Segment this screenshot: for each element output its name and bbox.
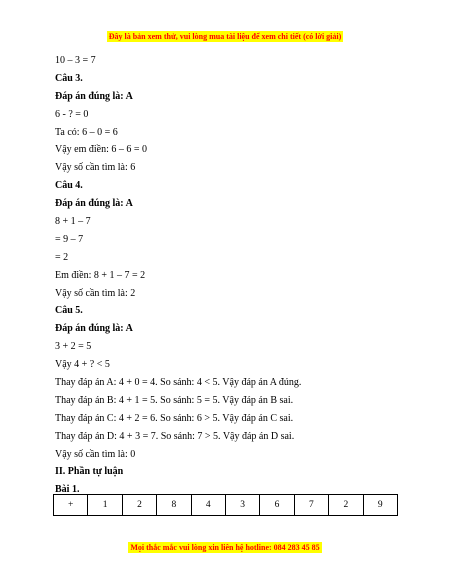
text-line: 8 + 1 – 7: [55, 216, 91, 228]
header-notice-text: Đây là bản xem thử, vui lòng mua tài liệu để xem chi tiết (có lời giải): [108, 32, 342, 41]
text-line: Thay đáp án A: 4 + 0 = 4. So sánh: 4 < 5. Vậy đáp án A đúng.: [55, 377, 302, 389]
text-line: Vậy số cần tìm là: 6: [55, 162, 136, 174]
heading-line: Đáp án đúng là: A: [55, 198, 133, 210]
table-cell: 3: [225, 495, 259, 516]
table-cell: 8: [157, 495, 191, 516]
footer-notice-text: Mọi thắc mắc vui lòng xin liên hệ hotline: 084 283 45 85: [130, 543, 320, 552]
text-line: Em điền: 8 + 1 – 7 = 2: [55, 269, 146, 281]
table-cell: 1: [88, 495, 122, 516]
text-line: Ta có: 6 – 0 = 6: [55, 126, 118, 138]
heading-line: Câu 4.: [55, 180, 83, 192]
table-cell: 9: [363, 495, 397, 516]
text-line: = 9 – 7: [55, 233, 84, 245]
table-cell: 2: [329, 495, 363, 516]
table-cell: 6: [260, 495, 294, 516]
table-cell: 4: [191, 495, 225, 516]
heading-line: Bài 1.: [55, 484, 80, 496]
text-line: Thay đáp án C: 4 + 2 = 6. So sánh: 6 > 5. Vậy đáp án C sai.: [55, 412, 294, 424]
text-line: 10 – 3 = 7: [55, 55, 96, 66]
text-line: Vậy em điền: 6 – 6 = 0: [55, 144, 148, 156]
footer-notice-banner: [0, 537, 450, 555]
heading-line: Đáp án đúng là: A: [55, 90, 133, 102]
text-line: Vậy số cần tìm là: 2: [55, 287, 136, 299]
heading-line: II. Phần tự luận: [55, 466, 124, 478]
table-cell: 7: [294, 495, 328, 516]
document-body: [55, 52, 405, 499]
text-line: = 2: [55, 251, 69, 263]
heading-line: Câu 5.: [55, 305, 83, 317]
text-line: 6 - ? = 0: [55, 108, 89, 120]
text-line: 3 + 2 = 5: [55, 341, 92, 353]
addition-table: [53, 494, 398, 516]
header-notice-banner: [0, 26, 450, 44]
text-line: Vậy 4 + ? < 5: [55, 359, 110, 371]
text-line: Vậy số cần tìm là: 0: [55, 448, 136, 460]
heading-line: Đáp án đúng là: A: [55, 323, 133, 335]
table-cell: 2: [122, 495, 156, 516]
heading-line: Câu 3.: [55, 72, 83, 84]
text-line: Thay đáp án B: 4 + 1 = 5. So sánh: 5 = 5. Vậy đáp án B sai.: [55, 394, 294, 406]
table-cell: +: [54, 495, 88, 516]
table-row: [54, 495, 398, 516]
text-line: Thay đáp án D: 4 + 3 = 7. So sánh: 7 > 5. Vậy đáp án D sai.: [55, 430, 295, 442]
